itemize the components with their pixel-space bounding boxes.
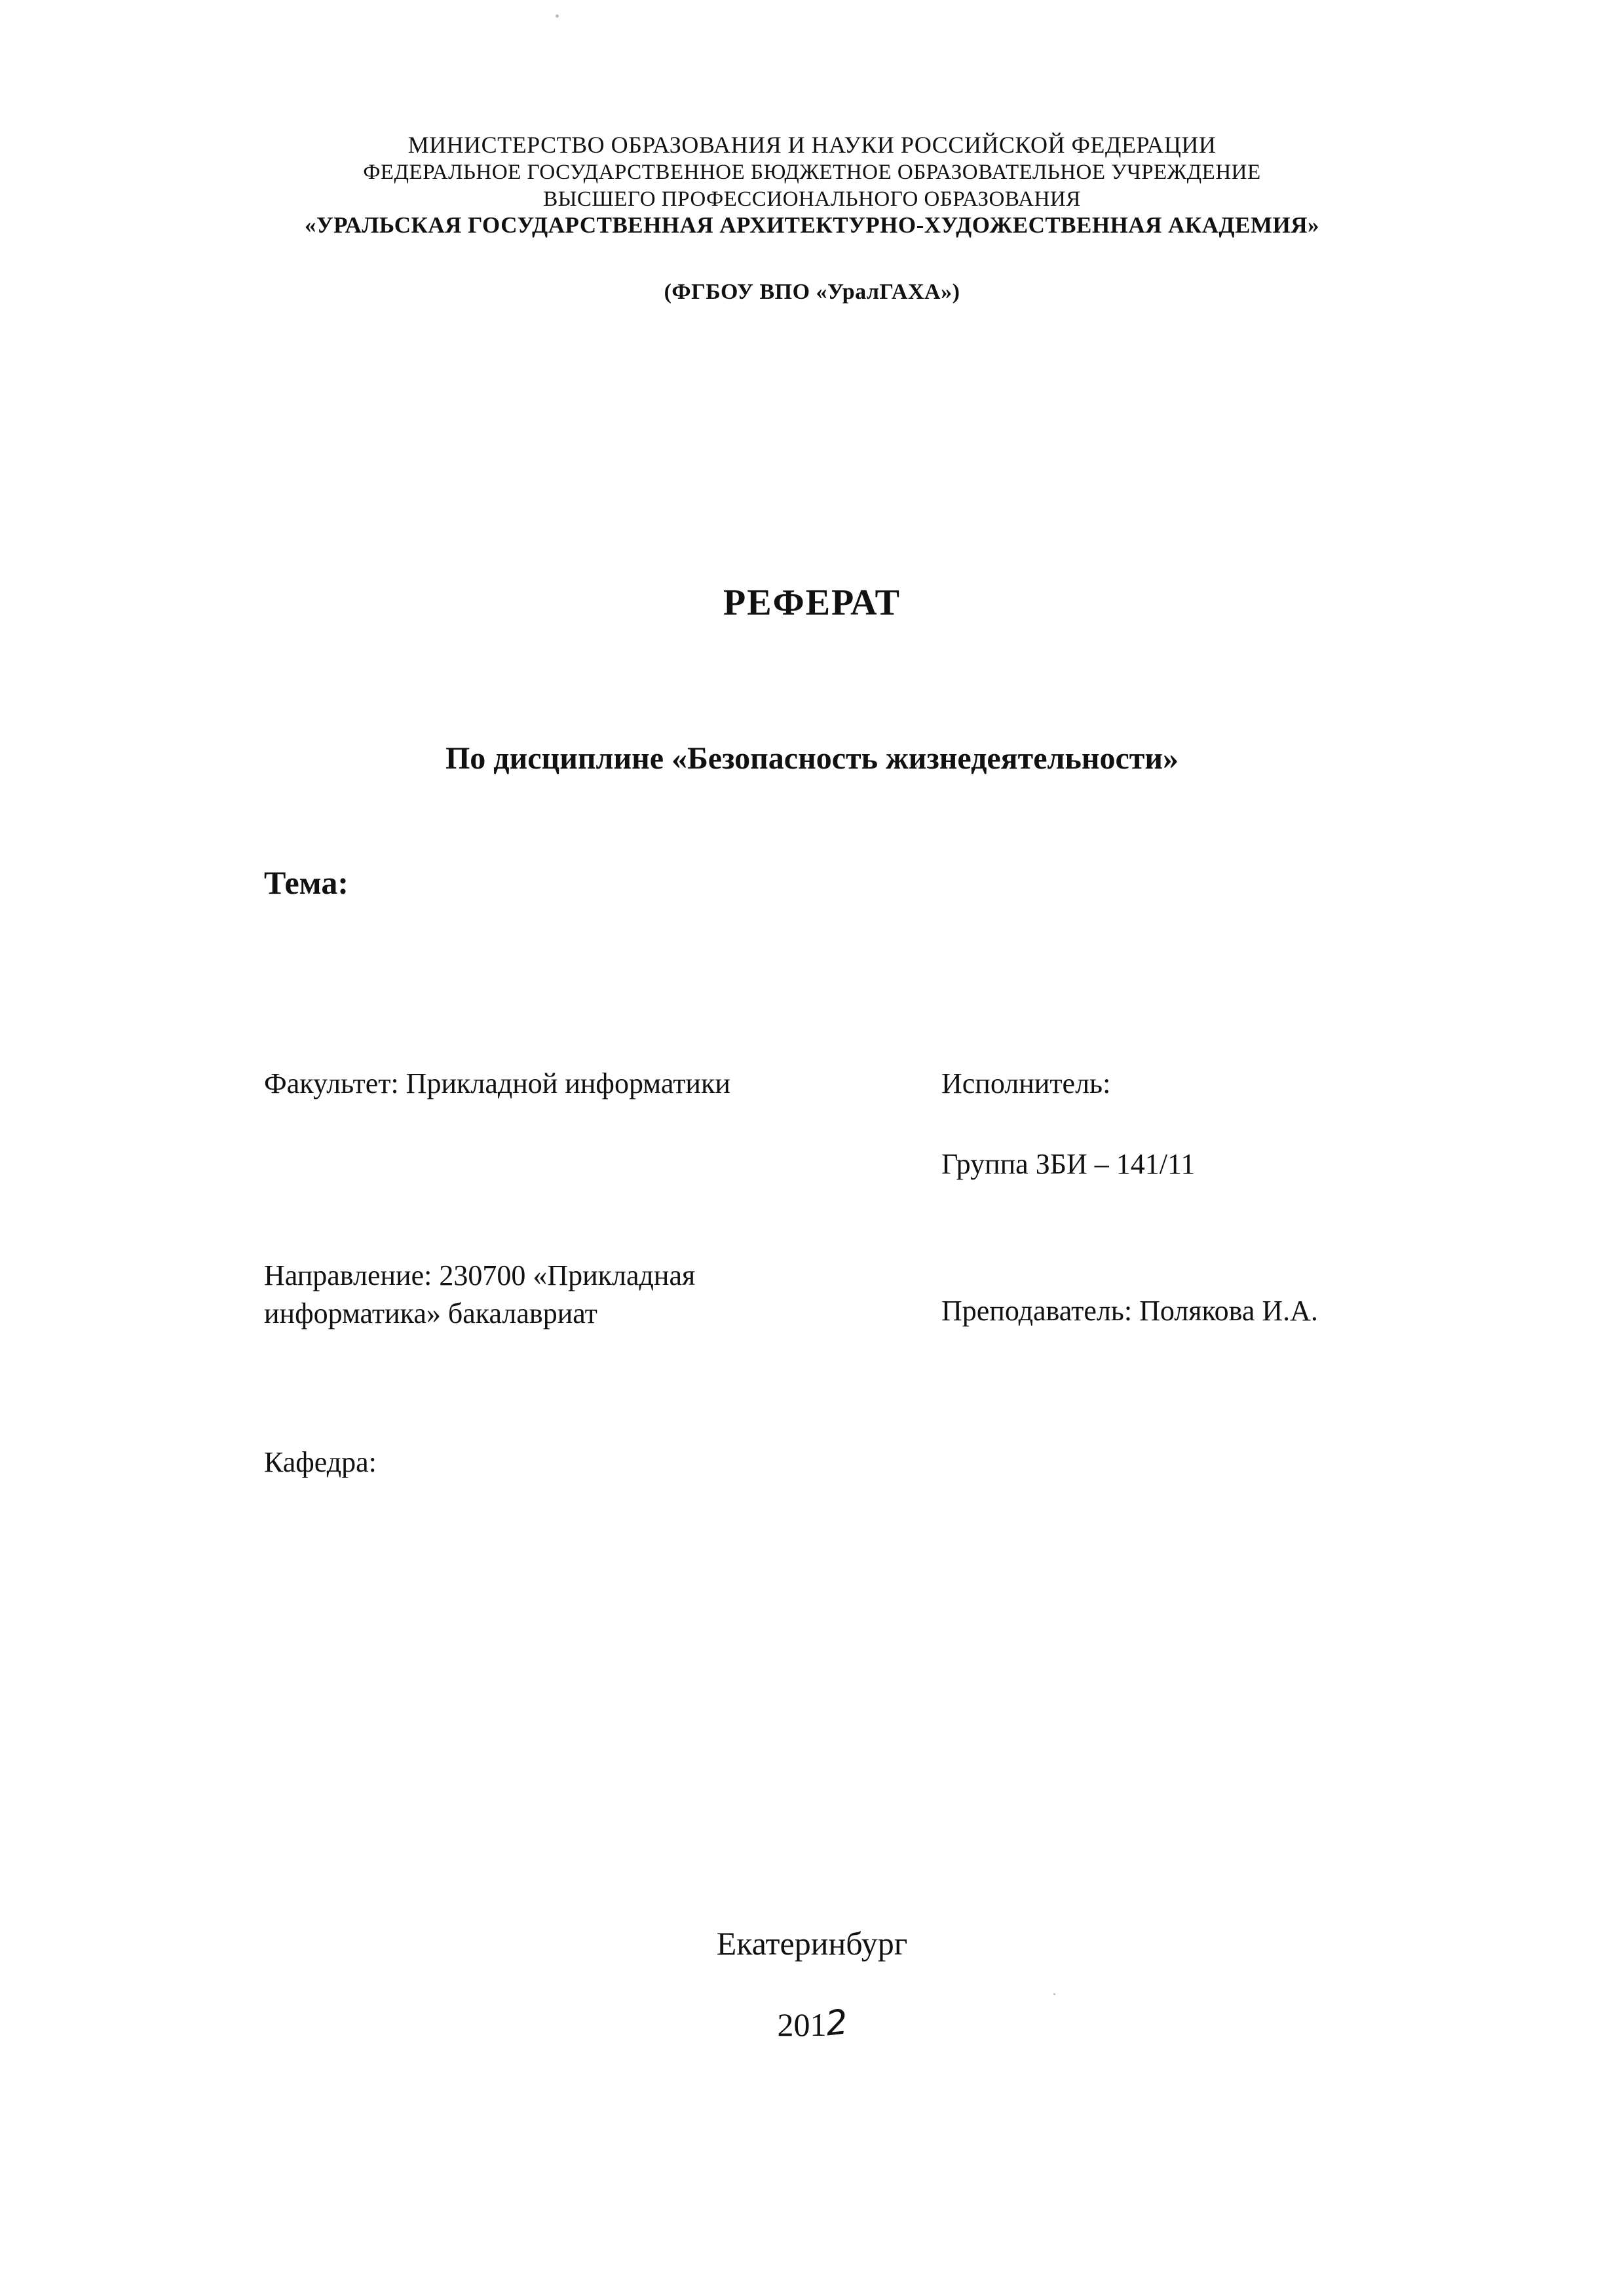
- year-handwritten-digit: 2: [824, 2002, 849, 2044]
- city-name: Екатеринбург: [716, 1925, 908, 1962]
- executor-label: Исполнитель:: [941, 1067, 1111, 1099]
- year: [0, 2002, 1624, 2044]
- ministry-line: МИНИСТЕРСТВО ОБРАЗОВАНИЯ И НАУКИ РОССИЙСКОЙ ФЕДЕРАЦИИ: [407, 132, 1217, 158]
- discipline-line: По дисциплине «Безопасность жизнедеятельности»: [445, 741, 1179, 776]
- direction-field-line1: Направление: 230700 «Прикладная: [264, 1259, 696, 1291]
- academy-name: «УРАЛЬСКАЯ ГОСУДАРСТВЕННАЯ АРХИТЕКТУРНО-ХУДОЖЕСТВЕННАЯ АКАДЕМИЯ»: [304, 212, 1320, 238]
- group-field: Группа ЗБИ – 141/11: [941, 1148, 1196, 1180]
- year-printed: 201: [777, 2006, 827, 2043]
- scan-speck: [556, 14, 559, 18]
- academy-abbreviation: (ФГБОУ ВПО «УралГАХА»): [664, 280, 960, 304]
- direction-field-line2: информатика» бакалавриат: [264, 1297, 597, 1329]
- topic-label: Тема:: [264, 864, 349, 901]
- document-title: РЕФЕРАТ: [723, 582, 901, 623]
- scan-speck: [1053, 1993, 1055, 1995]
- department-field: Кафедра:: [264, 1446, 377, 1478]
- institution-type-line: ФЕДЕРАЛЬНОЕ ГОСУДАРСТВЕННОЕ БЮДЖЕТНОЕ ОБРАЗОВАТЕЛЬНОЕ УЧРЕЖДЕНИЕ: [363, 161, 1261, 184]
- faculty-field: Факультет: Прикладной информатики: [264, 1067, 730, 1099]
- teacher-field: Преподаватель: Полякова И.А.: [941, 1295, 1318, 1327]
- education-level-line: ВЫСШЕГО ПРОФЕССИОНАЛЬНОГО ОБРАЗОВАНИЯ: [543, 187, 1081, 211]
